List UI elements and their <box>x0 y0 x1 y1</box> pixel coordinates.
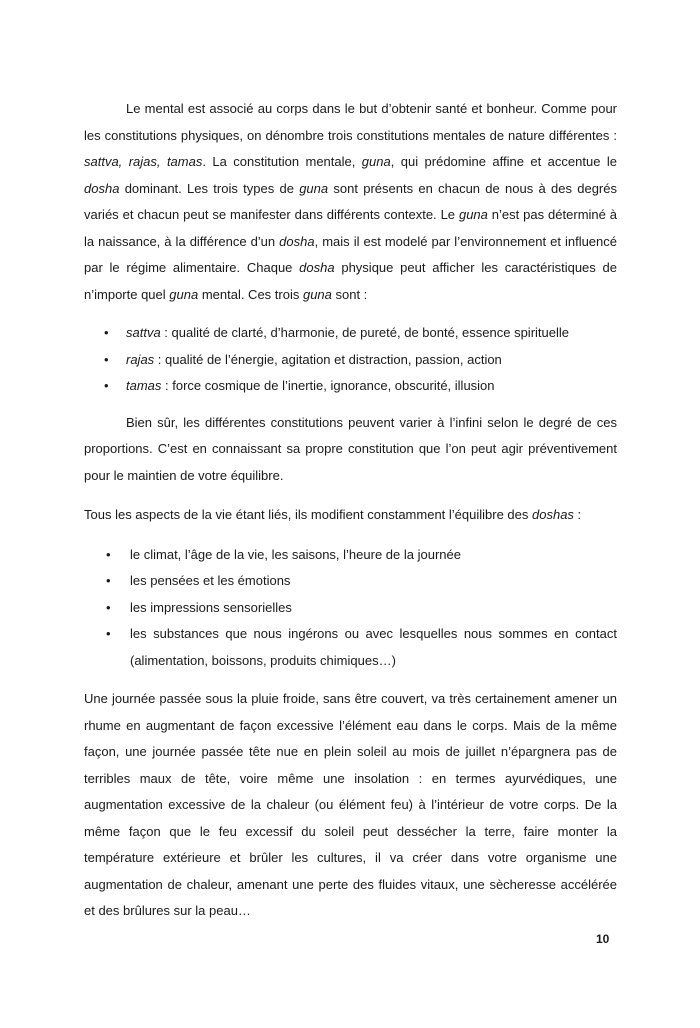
italic-term: sattva <box>126 325 161 340</box>
list-item-text: : qualité de clarté, d’harmonie, de pureté, de bonté, essence spirituelle <box>160 325 569 340</box>
paragraph-aspects-intro <box>84 502 617 529</box>
italic-term: rajas <box>126 351 155 367</box>
list-item-text: : force cosmique de l’inertie, ignorance, obscurité, illusion <box>161 378 495 393</box>
page-number: 10 <box>596 932 610 946</box>
text-run: , mais il est modelé par l’environnement et influencé par le régime alimentaire. Chaque <box>84 233 617 275</box>
italic-term: dosha <box>299 260 335 275</box>
list-item <box>84 373 617 400</box>
text-run: . La constitution mentale, <box>202 154 362 169</box>
text-run: sont : <box>331 286 368 302</box>
italic-term: dosha <box>84 180 120 196</box>
text-run: , qui prédomine affine et accentue le <box>390 154 617 169</box>
italic-term: guna <box>169 286 199 302</box>
bullet-icon: • <box>106 546 111 562</box>
list-item-text: : qualité de l’énergie, agitation et distraction, passion, action <box>154 351 502 367</box>
text-run: physique peut afficher les caractéristiques de n’importe quel <box>84 260 617 302</box>
italic-term: tamas <box>126 378 162 393</box>
list-item-text: les pensées et les émotions <box>130 573 291 588</box>
bullet-icon: • <box>106 599 111 615</box>
bullet-icon: • <box>104 325 109 340</box>
italic-term: guna <box>299 180 329 196</box>
paragraph-weather-example: Une journée passée sous la pluie froide, sans être couvert, va très certainement amener un rhume en augmentant de façon excessive l’élément eau dans le corps. Mais de la même façon, une journée passée tête nue en plein soleil au mois de juillet n’épargnera pas de terribles maux de tête, voire même une insolation : en termes ayurvédiques, une augmentation excessive de la chaleur (ou élément feu) à l’intérieur de votre corps. De la même façon que le feu excessif du soleil peut dessécher la terre, faire monter la température extérieure et brûler les cultures, il va créer dans votre organisme une augmentation de chaleur, amenant une perte des fluides vitaux, une sècheresse accélérée et des brûlures sur la peau… <box>84 691 617 918</box>
text-run: n’est pas déterminé à la naissance, à la différence d’un <box>84 207 618 249</box>
text-run: : <box>573 507 582 522</box>
text-run: Le mental est associé au corps dans le but d’obtenir santé et bonheur. Comme pour les constitutions physiques, on dénombre trois constitutions mentales de nature différentes : <box>84 101 617 143</box>
italic-term: sattva, rajas, tamas <box>84 154 203 169</box>
list-item-text: le climat, l’âge de la vie, les saisons, l’heure de la journée <box>130 546 461 562</box>
bullet-icon: • <box>106 626 111 641</box>
text-run: mental. Ces trois <box>198 286 303 302</box>
text-run: Tous les aspects de la vie étant liés, ils modifient constamment l’équilibre des <box>84 507 532 522</box>
list-item <box>84 621 617 674</box>
bullet-icon: • <box>104 351 109 367</box>
italic-term: doshas <box>532 507 574 522</box>
bullet-icon: • <box>104 378 109 393</box>
italic-term: dosha <box>279 233 315 249</box>
list-item <box>84 347 617 374</box>
list-item-text: les impressions sensorielles <box>130 599 292 615</box>
italic-term: guna <box>302 286 332 302</box>
bullet-icon: • <box>106 573 111 588</box>
list-item <box>84 595 617 622</box>
italic-term: guna <box>458 207 488 222</box>
paragraph-gunas-intro <box>84 96 617 308</box>
aspects-list <box>84 542 617 675</box>
list-item-text: les substances que nous ingérons ou avec lesquelles nous sommes en contact (alimentation, boissons, produits chimiques…) <box>130 626 617 668</box>
text-run: dominant. Les trois types de <box>119 180 300 196</box>
list-item <box>84 568 617 595</box>
gunas-list <box>84 320 617 400</box>
list-item <box>84 542 617 569</box>
paragraph-constitutions: Bien sûr, les différentes constitutions peuvent varier à l’infini selon le degré de ces proportions. C’est en connaissant sa propre constitution que l’on peut agir préventivement pour le maintien de votre équilibre. <box>84 414 617 483</box>
text-run: sont présents en chacun de nous à des degrés variés et chacun peut se manifester dans différents contexte. Le <box>84 180 617 222</box>
italic-term: guna <box>361 154 391 169</box>
document-page <box>84 96 617 925</box>
list-item <box>84 320 617 347</box>
